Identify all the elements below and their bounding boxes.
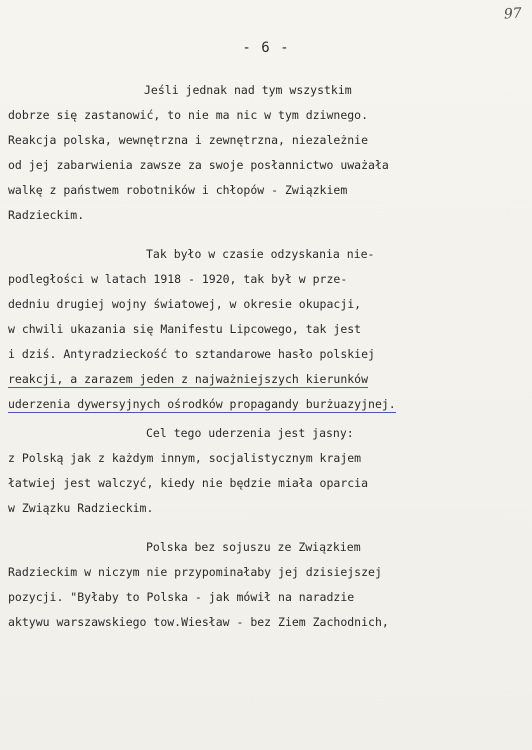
text-line: Cel tego uderzenia jest jasny: — [146, 426, 354, 440]
text-line: aktywu warszawskiego tow.Wiesław - bez Ziem Zachodnich, — [8, 615, 389, 629]
text-line: dedniu drugiej wojny światowej, w okresie okupacji, — [8, 297, 362, 311]
text-line: i dziś. Antyradzieckość to sztandarowe hasło polskiej — [8, 347, 375, 361]
text-line: z Polską jak z każdym innym, socjalistycznym krajem — [8, 451, 362, 465]
underlined-text-line — [8, 367, 528, 392]
text-line: od jej zabarwienia zawsze za swoje posłannictwo uważała — [8, 158, 389, 172]
text-line: Jeśli jednak nad tym wszystkim — [144, 83, 352, 97]
text-line: walkę z państwem robotników i chłopów - Związkiem — [8, 183, 348, 197]
text-line: dobrze się zastanowić, to nie ma nic w tym dziwnego. — [8, 108, 369, 122]
paragraph-gap — [8, 521, 528, 535]
text-line: Tak było w czasie odzyskania nie- — [146, 247, 375, 261]
text-line: Radzieckim w niczym nie przypominałaby jej dzisiejszej — [8, 565, 382, 579]
text-line: pozycji. "Byłaby to Polska - jak mówił na naradzie — [8, 590, 355, 604]
underlined-text-line — [8, 392, 528, 417]
text-line: Radzieckim. — [8, 208, 85, 222]
text-line: Polska bez sojuszu ze Związkiem — [146, 540, 361, 554]
text-line: podległości w latach 1918 - 1920, tak był w prze- — [8, 272, 348, 286]
text-line: łatwiej jest walczyć, kiedy nie będzie miała oparcia — [8, 476, 369, 490]
text-line: w Związku Radzieckim. — [8, 501, 154, 515]
underlined-text: uderzenia dywersyjnych ośrodków propagandy burżuazyjnej. — [8, 397, 396, 411]
typewritten-text — [8, 78, 528, 635]
archive-page-mark: 97 — [503, 5, 523, 23]
text-line: w chwili ukazania się Manifestu Lipcowego, tak jest — [8, 322, 362, 336]
underlined-text: reakcji, a zarazem jeden z najważniejszych kierunków — [8, 372, 369, 386]
text-line: Reakcja polska, wewnętrzna i zewnętrzna, niezależnie — [8, 133, 369, 147]
paragraph-gap — [8, 228, 528, 242]
page-number: - 6 - — [242, 40, 290, 56]
